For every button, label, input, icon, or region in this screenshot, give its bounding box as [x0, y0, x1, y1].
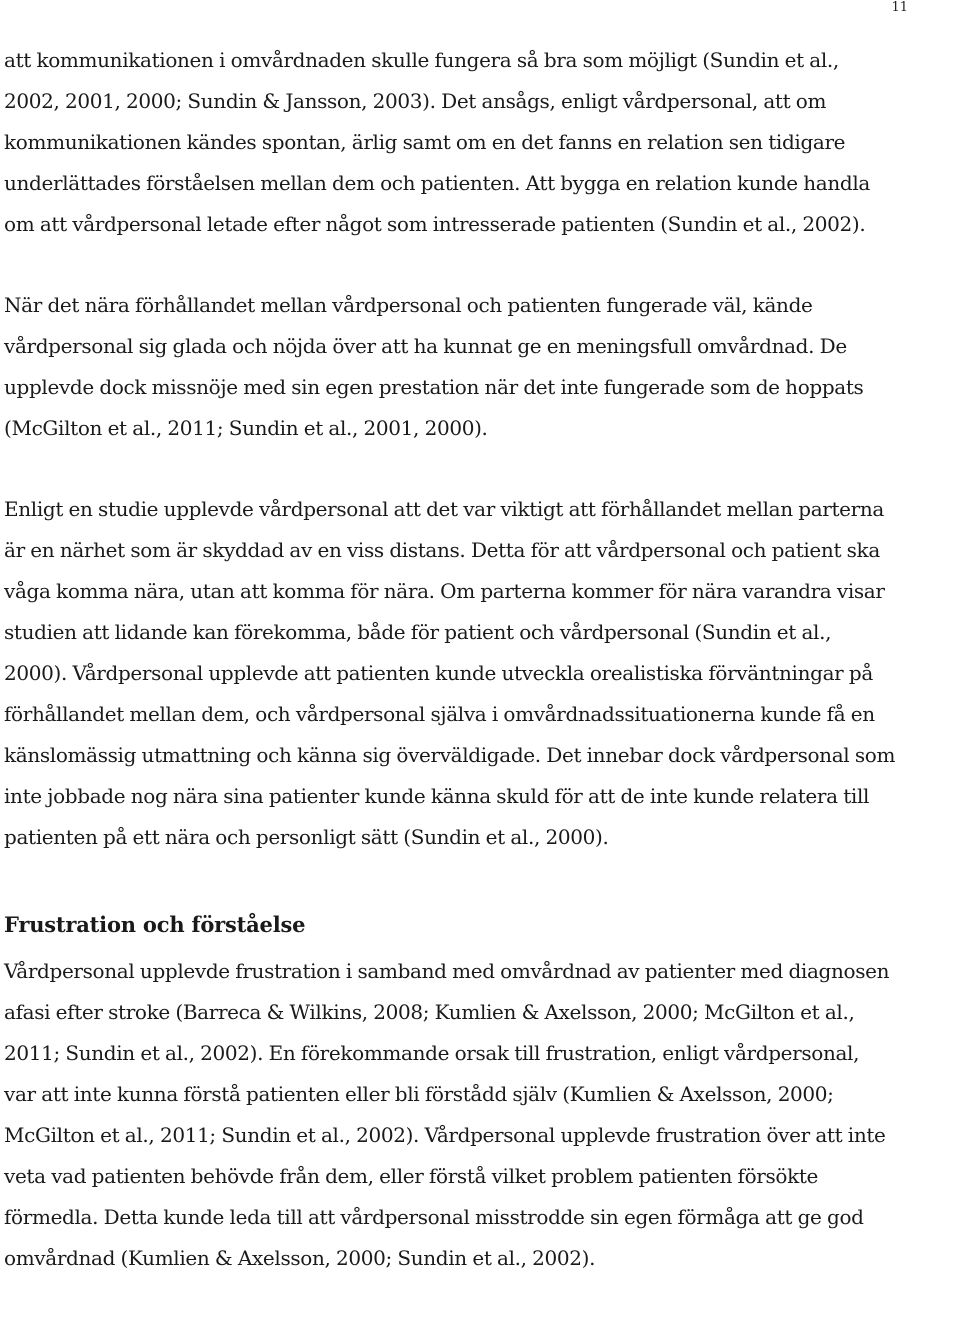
paragraph-communication: att kommunikationen i omvårdnaden skulle fungera så bra som möjligt (Sundin et al., 2002, 2001, 2000; Sundin & Jansson, 2003). Det ansågs, enligt vårdpersonal, att om kommunikationen kändes spontan, ärlig samt om en det fanns en relation sen tidigare underlättades förståelsen mellan dem och patienten. Att bygga en relation kunde handla om att vårdpersonal letade efter något som intresserade patienten (Sundin et al., 2002). — [4, 48, 870, 236]
document-body — [4, 40, 958, 1279]
paragraph-relationship: När det nära förhållandet mellan vårdpersonal och patienten fungerade väl, kände vårdpersonal sig glada och nöjda över att ha kunnat ge en meningsfull omvårdnad. De upplevde dock missnöje med sin egen prestation när det inte fungerade som de hoppats (McGilton et al., 2011; Sundin et al., 2001, 2000). — [4, 293, 864, 440]
paragraph-distance: Enligt en studie upplevde vårdpersonal att det var viktigt att förhållandet mellan parterna är en närhet som är skyddad av en viss distans. Detta för att vårdpersonal och patient ska våga komma nära, utan att komma för nära. Om parterna kommer för nära varandra visar studien att lidande kan förekomma, både för patient och vårdpersonal (Sundin et al., 2000). Vårdpersonal upplevde att patienten kunde utveckla orealistiska förväntningar på förhållandet mellan dem, och vårdpersonal själva i omvårdnadssituationerna kunde få en känslomässig utmattning och känna sig överväldigade. Det innebar dock vårdpersonal som inte jobbade nog nära sina patienter kunde känna skuld för att de inte kunde relatera till patienten på ett nära och personligt sätt (Sundin et al., 2000). — [4, 497, 896, 849]
paragraph-gap — [4, 858, 958, 898]
paragraph-gap — [4, 245, 958, 285]
section-heading: Frustration och förståelse — [4, 912, 306, 937]
page-number: 11 — [891, 0, 908, 15]
paragraph-gap — [4, 449, 958, 489]
paragraph-frustration: Vårdpersonal upplevde frustration i samband med omvårdnad av patienter med diagnosen afasi efter stroke (Barreca & Wilkins, 2008; Kumlien & Axelsson, 2000; McGilton et al., 2011; Sundin et al., 2002). En förekommande orsak till frustration, enligt vårdpersonal, var att inte kunna förstå patienten eller bli förstådd själv (Kumlien & Axelsson, 2000; McGilton et al., 2011; Sundin et al., 2002). Vårdpersonal upplevde frustration över att inte veta vad patienten behövde från dem, eller förstå vilket problem patienten försökte förmedla. Detta kunde leda till att vårdpersonal misstrodde sin egen förmåga att ge god omvårdnad (Kumlien & Axelsson, 2000; Sundin et al., 2002). — [4, 959, 890, 1270]
